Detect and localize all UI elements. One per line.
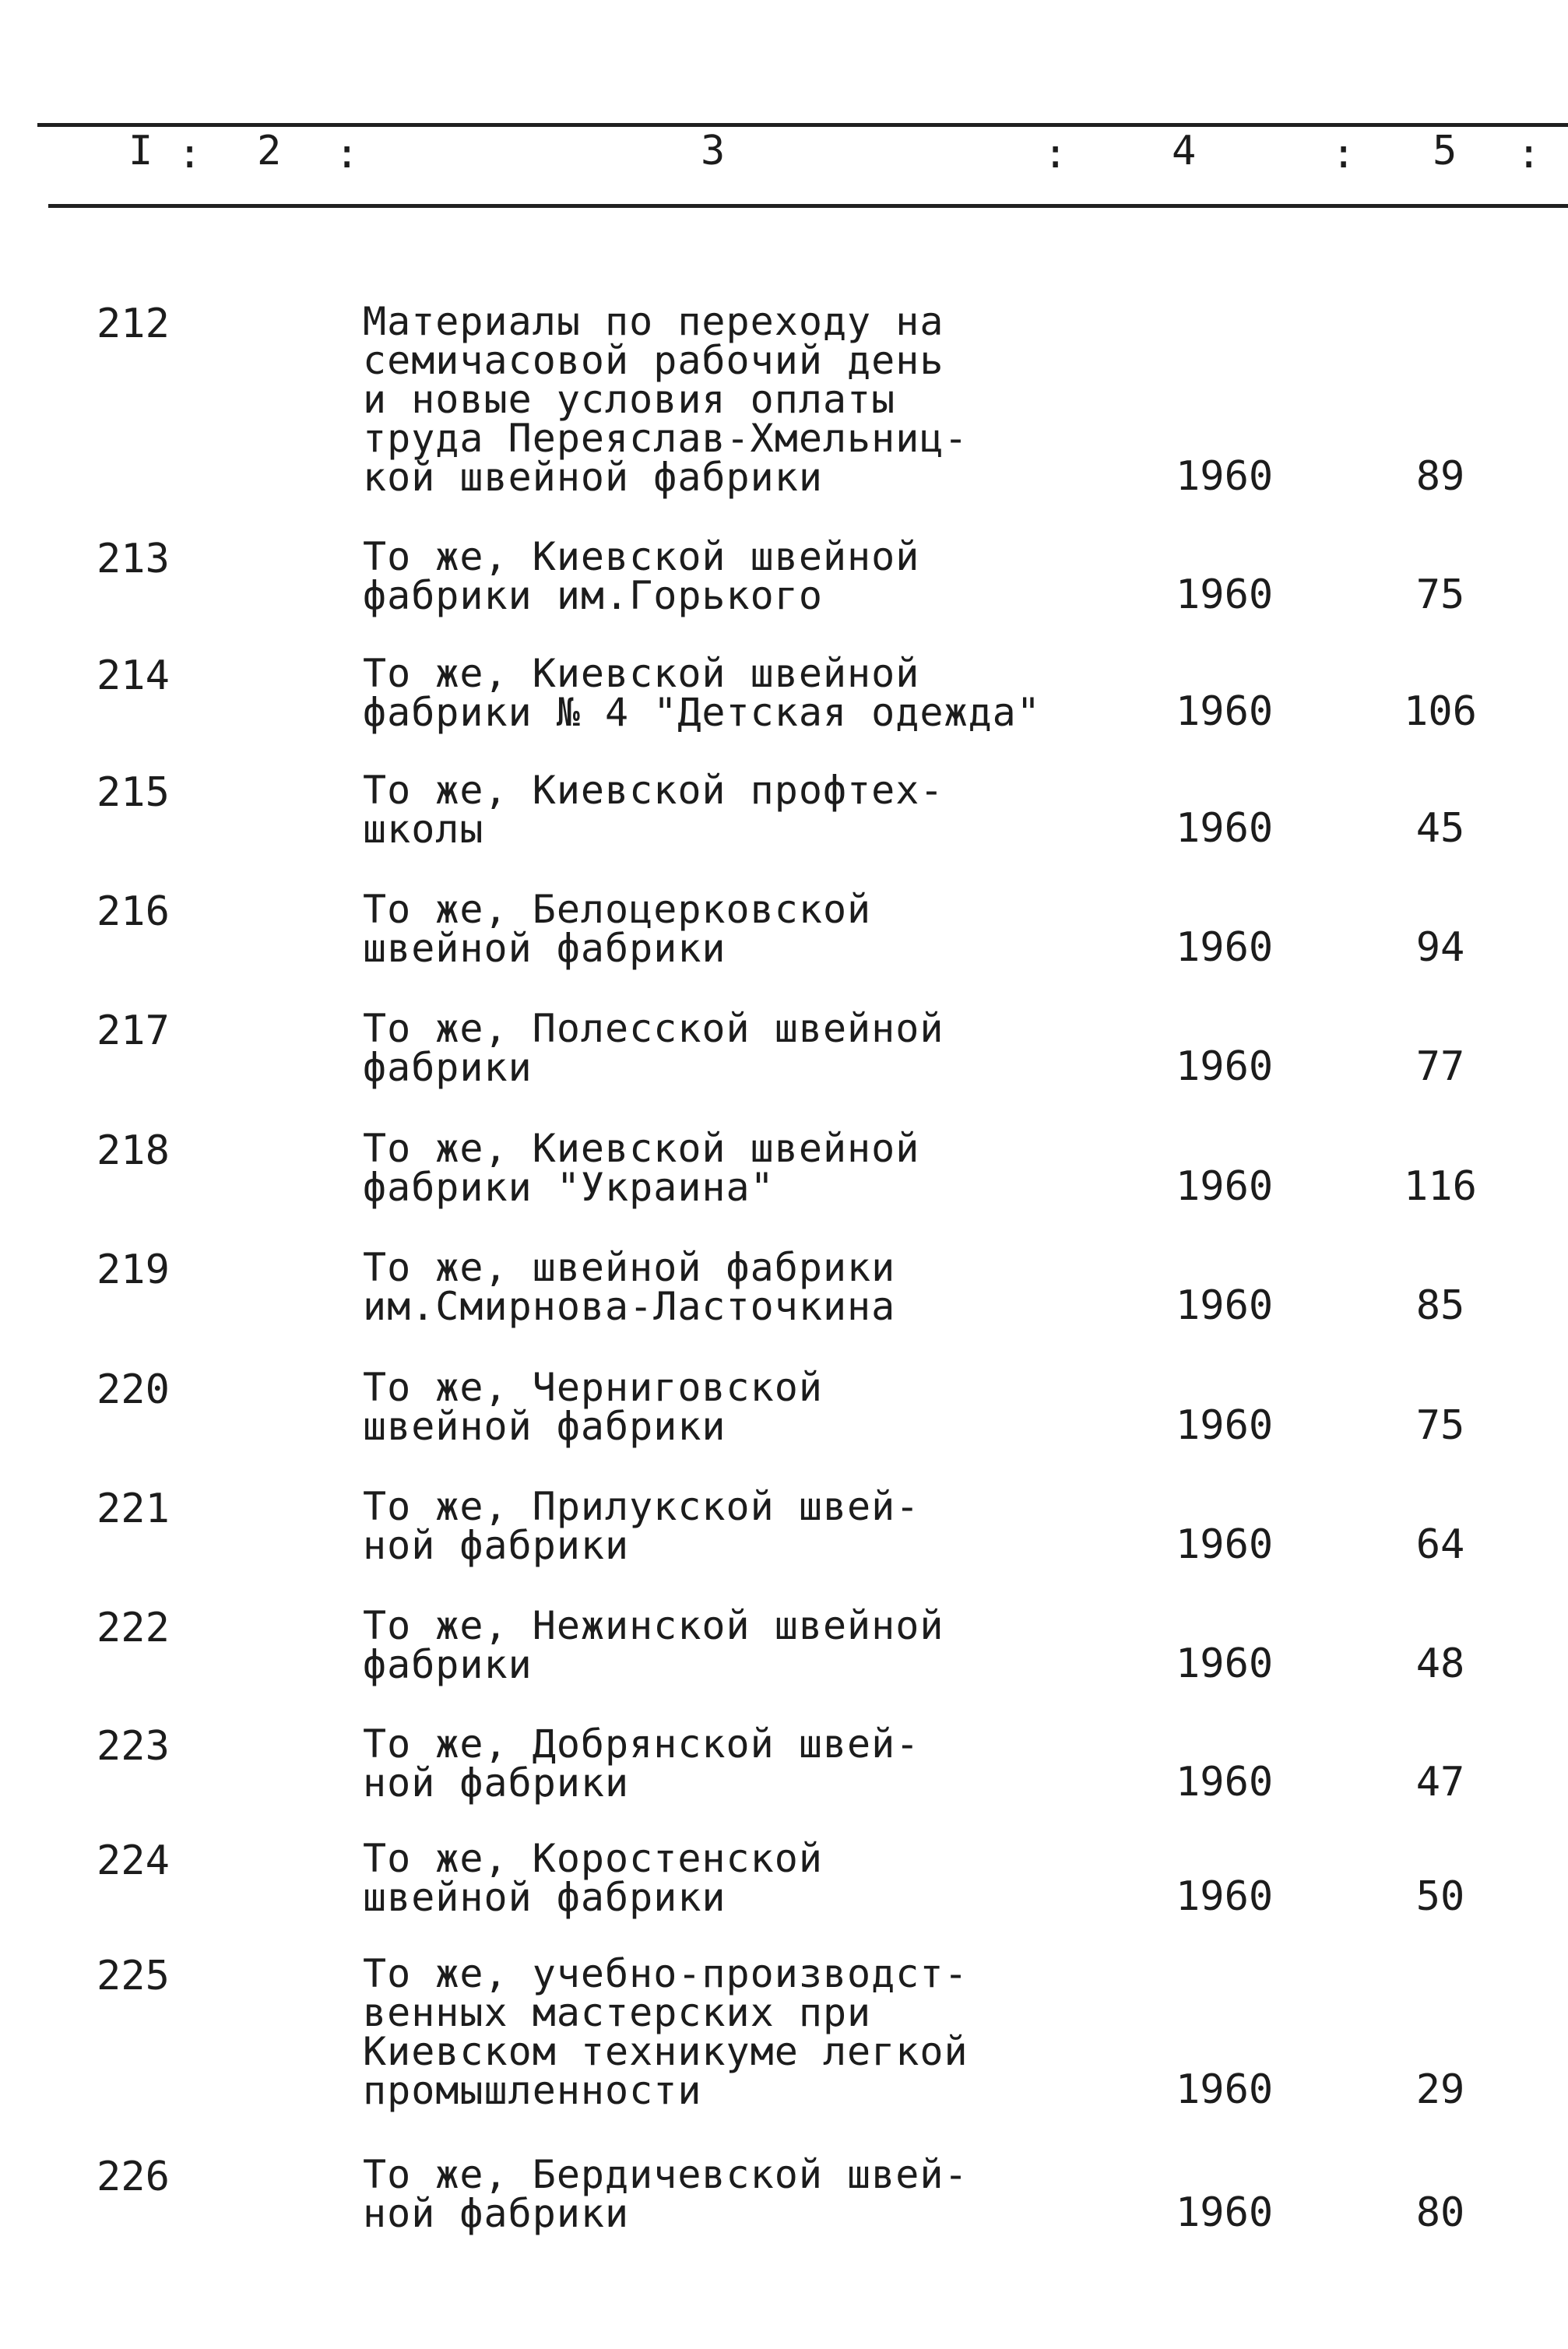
item-year: 1960 <box>1176 1521 1274 1568</box>
header-col-3: 3 <box>701 128 726 174</box>
item-title-line: им.Смирнова-Ласточкина <box>363 1284 896 1329</box>
item-year: 1960 <box>1176 688 1274 735</box>
item-year: 1960 <box>1176 1640 1274 1687</box>
item-title <box>363 651 1141 735</box>
item-number: 221 <box>97 1486 170 1532</box>
item-title-line: школы <box>363 807 484 852</box>
item-title <box>363 1365 1141 1449</box>
item-number: 215 <box>97 769 170 816</box>
header-col-4: 4 <box>1172 128 1197 174</box>
item-sheet-count: 48 <box>1415 1640 1465 1687</box>
item-title-line: венных мастерских при <box>363 1990 872 2035</box>
item-title-line: То же, Киевской профтех- <box>363 768 944 813</box>
item-sheet-count: 50 <box>1415 1873 1465 1920</box>
item-sheet-count: 45 <box>1415 805 1465 852</box>
item-title-line: То же, Киевской швейной <box>363 534 920 579</box>
item-title-line: швейной фабрики <box>363 926 726 971</box>
header-top-rule <box>37 123 1568 127</box>
item-number: 222 <box>97 1605 170 1651</box>
item-number: 214 <box>97 652 170 699</box>
item-title <box>363 534 1141 618</box>
item-title-line: То же, учебно-производст- <box>363 1951 969 1996</box>
item-number: 224 <box>97 1837 170 1884</box>
item-number: 225 <box>97 1953 170 1999</box>
item-title <box>363 1836 1141 1920</box>
item-year: 1960 <box>1176 1043 1274 1090</box>
item-title-line: То же, Добрянской швей- <box>363 1721 920 1767</box>
item-title-line: фабрики им.Горького <box>363 573 823 618</box>
item-number: 213 <box>97 536 170 582</box>
item-year: 1960 <box>1176 805 1274 852</box>
item-year: 1960 <box>1176 1402 1274 1449</box>
item-title-line: То же, Полесской швейной <box>363 1006 944 1051</box>
item-sheet-count: 75 <box>1415 571 1465 618</box>
item-sheet-count: 75 <box>1415 1402 1465 1449</box>
item-number: 219 <box>97 1247 170 1293</box>
item-sheet-count: 106 <box>1404 688 1477 735</box>
item-title <box>363 1006 1141 1090</box>
item-title-line: ной фабрики <box>363 2191 630 2236</box>
item-year: 1960 <box>1176 1873 1274 1920</box>
item-title-line: То же, Киевской швейной <box>363 651 920 696</box>
header-separator: : <box>1331 131 1356 178</box>
item-title <box>363 1603 1141 1687</box>
item-title-line: Киевском техникуме легкой <box>363 2029 969 2074</box>
item-year: 1960 <box>1176 1759 1274 1806</box>
item-title <box>363 887 1141 971</box>
item-sheet-count: 85 <box>1415 1282 1465 1329</box>
header-separator: : <box>1043 131 1068 178</box>
item-sheet-count: 64 <box>1415 1521 1465 1568</box>
item-year: 1960 <box>1176 1163 1274 1210</box>
item-title <box>363 2152 1141 2236</box>
item-title-line: швейной фабрики <box>363 1875 726 1920</box>
item-title-line: То же, Коростенской <box>363 1836 823 1881</box>
item-title-line: фабрики <box>363 1642 533 1687</box>
item-number: 223 <box>97 1723 170 1770</box>
item-number: 217 <box>97 1007 170 1054</box>
item-title-line: семичасовой рабочий день <box>363 338 944 383</box>
header-bottom-rule <box>48 204 1568 208</box>
item-sheet-count: 29 <box>1415 2066 1465 2113</box>
item-sheet-count: 77 <box>1415 1043 1465 1090</box>
item-title <box>363 1721 1141 1806</box>
item-title-line: фабрики <box>363 1045 533 1090</box>
item-title-line: То же, Нежинской швейной <box>363 1603 944 1648</box>
item-title <box>363 1484 1141 1568</box>
item-number: 220 <box>97 1366 170 1413</box>
item-title-line: труда Переяслав-Хмельниц- <box>363 416 969 461</box>
header-col-1: I <box>128 128 153 174</box>
item-sheet-count: 94 <box>1415 924 1465 971</box>
item-title <box>363 1126 1141 1210</box>
item-number: 212 <box>97 301 170 347</box>
item-title-line: То же, Черниговской <box>363 1365 823 1410</box>
header-separator: : <box>335 131 360 178</box>
item-title-line: фабрики "Украина" <box>363 1165 775 1210</box>
item-title-line: То же, Киевской швейной <box>363 1126 920 1171</box>
item-title-line: То же, Бердичевской швей- <box>363 2152 969 2197</box>
item-year: 1960 <box>1176 2066 1274 2113</box>
header-separator: : <box>1517 131 1542 178</box>
item-year: 1960 <box>1176 2189 1274 2236</box>
item-title-line: ной фабрики <box>363 1523 630 1568</box>
item-year: 1960 <box>1176 453 1274 500</box>
header-col-5: 5 <box>1433 128 1457 174</box>
item-number: 226 <box>97 2154 170 2200</box>
item-title-line: кой швейной фабрики <box>363 455 823 500</box>
item-year: 1960 <box>1176 571 1274 618</box>
item-sheet-count: 47 <box>1415 1759 1465 1806</box>
item-sheet-count: 89 <box>1415 453 1465 500</box>
item-title-line: То же, швейной фабрики <box>363 1245 896 1290</box>
item-number: 216 <box>97 888 170 935</box>
item-title-line: и новые условия оплаты <box>363 377 896 422</box>
item-title <box>363 768 1141 852</box>
item-title <box>363 1951 1141 2113</box>
item-title-line: То же, Прилукской швей- <box>363 1484 920 1529</box>
header-col-2: 2 <box>257 128 282 174</box>
item-title-line: фабрики № 4 "Детская одежда" <box>363 690 1041 735</box>
item-number: 218 <box>97 1127 170 1174</box>
item-sheet-count: 80 <box>1415 2189 1465 2236</box>
item-title <box>363 299 1141 500</box>
item-title-line: То же, Белоцерковской <box>363 887 872 932</box>
item-year: 1960 <box>1176 924 1274 971</box>
item-title-line: промышленности <box>363 2068 702 2113</box>
item-year: 1960 <box>1176 1282 1274 1329</box>
item-title-line: ной фабрики <box>363 1760 630 1806</box>
item-title <box>363 1245 1141 1329</box>
header-separator: : <box>178 131 202 178</box>
item-title-line: швейной фабрики <box>363 1404 726 1449</box>
item-title-line: Материалы по переходу на <box>363 299 944 344</box>
item-sheet-count: 116 <box>1404 1163 1477 1210</box>
